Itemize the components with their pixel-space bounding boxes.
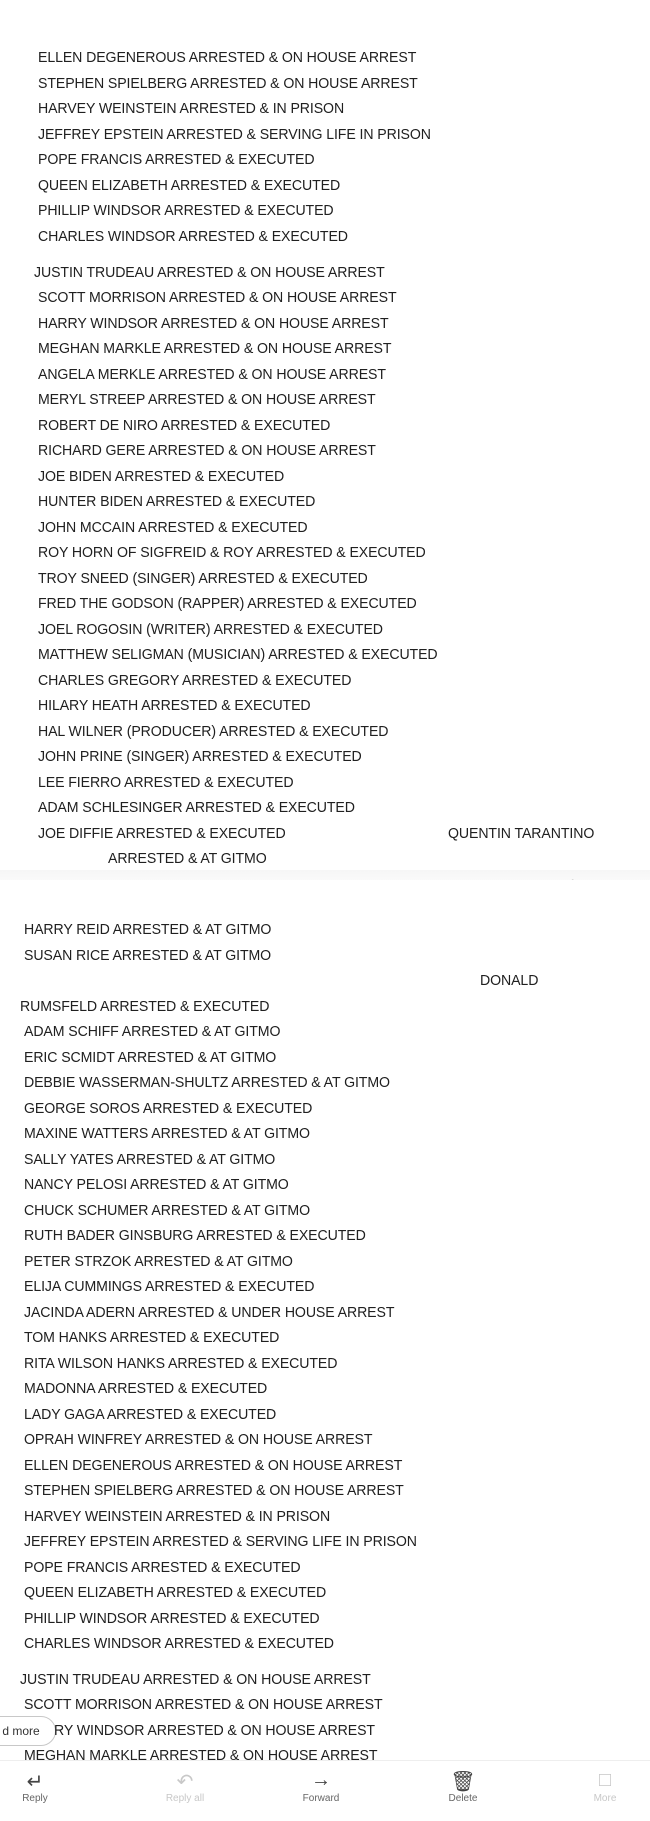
text-line-part2-1: SUSAN RICE ARRESTED & AT GITMO — [24, 947, 272, 964]
text-line-part1-19: ROY HORN OF SIGFREID & ROY ARRESTED & EXECUTED — [38, 544, 426, 561]
text-line-part2-5: ERIC SCMIDT ARRESTED & AT GITMO — [24, 1049, 277, 1066]
text-line-part2-9: SALLY YATES ARRESTED & AT GITMO — [24, 1151, 276, 1168]
text-line-part2-28: CHARLES WINDSOR ARRESTED & EXECUTED — [24, 1635, 334, 1652]
reply-label: Reply — [22, 1793, 48, 1804]
text-line-part1-0: ELLEN DEGENEROUS ARRESTED & ON HOUSE ARREST — [38, 49, 417, 66]
reply-all-icon: ↶ — [176, 1771, 194, 1793]
text-line-part1-31: QUENTIN TARANTINO — [448, 825, 595, 842]
text-line-part1-11: MEGHAN MARKLE ARRESTED & ON HOUSE ARREST — [38, 340, 392, 357]
text-line-part2-21: ELLEN DEGENEROUS ARRESTED & ON HOUSE ARREST — [24, 1457, 403, 1474]
text-line-part2-25: POPE FRANCIS ARRESTED & EXECUTED — [24, 1559, 301, 1576]
text-line-part1-30: JOE DIFFIE ARRESTED & EXECUTED — [38, 825, 286, 842]
text-line-part1-6: PHILLIP WINDSOR ARRESTED & EXECUTED — [38, 202, 334, 219]
text-line-part2-24: JEFFREY EPSTEIN ARRESTED & SERVING LIFE IN PRISON — [24, 1533, 417, 1550]
text-line-part2-17: RITA WILSON HANKS ARRESTED & EXECUTED — [24, 1355, 338, 1372]
text-line-part2-6: DEBBIE WASSERMAN-SHULTZ ARRESTED & AT GITMO — [24, 1074, 390, 1091]
text-line-part1-18: JOHN MCCAIN ARRESTED & EXECUTED — [38, 519, 308, 536]
show-more-button[interactable]: d more — [0, 1716, 56, 1746]
text-line-part2-18: MADONNA ARRESTED & EXECUTED — [24, 1380, 268, 1397]
reply-button[interactable] — [0, 1761, 80, 1821]
text-line-part2-2: DONALD — [480, 972, 539, 989]
forward-button[interactable] — [276, 1761, 366, 1821]
delete-label: Delete — [448, 1793, 478, 1804]
text-line-part1-25: HILARY HEATH ARRESTED & EXECUTED — [38, 697, 311, 714]
text-line-part1-27: JOHN PRINE (SINGER) ARRESTED & EXECUTED — [38, 748, 362, 765]
text-line-part2-8: MAXINE WATTERS ARRESTED & AT GITMO — [24, 1125, 310, 1142]
text-line-part1-22: JOEL ROGOSIN (WRITER) ARRESTED & EXECUTED — [38, 621, 383, 638]
text-line-part2-26: QUEEN ELIZABETH ARRESTED & EXECUTED — [24, 1584, 327, 1601]
text-line-part2-22: STEPHEN SPIELBERG ARRESTED & ON HOUSE ARREST — [24, 1482, 404, 1499]
reply-icon: ↵ — [26, 1771, 44, 1793]
text-line-part2-30: SCOTT MORRISON ARRESTED & ON HOUSE ARREST — [24, 1696, 383, 1713]
trash-icon: 🗑 — [450, 1771, 476, 1793]
text-line-part1-24: CHARLES GREGORY ARRESTED & EXECUTED — [38, 672, 352, 689]
text-line-part1-9: SCOTT MORRISON ARRESTED & ON HOUSE ARREST — [38, 289, 397, 306]
more-actions-button[interactable] — [560, 1761, 650, 1821]
text-line-part1-1: STEPHEN SPIELBERG ARRESTED & ON HOUSE ARREST — [38, 75, 418, 92]
text-line-part2-7: GEORGE SOROS ARRESTED & EXECUTED — [24, 1100, 313, 1117]
text-line-part1-20: TROY SNEED (SINGER) ARRESTED & EXECUTED — [38, 570, 368, 587]
text-line-part2-15: JACINDA ADERN ARRESTED & UNDER HOUSE ARREST — [24, 1304, 395, 1321]
text-line-part2-11: CHUCK SCHUMER ARRESTED & AT GITMO — [24, 1202, 310, 1219]
text-line-part1-13: MERYL STREEP ARRESTED & ON HOUSE ARREST — [38, 391, 376, 408]
text-line-part1-5: QUEEN ELIZABETH ARRESTED & EXECUTED — [38, 177, 341, 194]
text-line-part1-21: FRED THE GODSON (RAPPER) ARRESTED & EXECUTED — [38, 595, 417, 612]
text-line-part1-32: ARRESTED & AT GITMO — [108, 850, 267, 867]
text-line-part1-23: MATTHEW SELIGMAN (MUSICIAN) ARRESTED & EXECUTED — [38, 646, 438, 663]
text-line-part1-17: HUNTER BIDEN ARRESTED & EXECUTED — [38, 493, 316, 510]
text-line-part2-0: HARRY REID ARRESTED & AT GITMO — [24, 921, 272, 938]
reply-all-label: Reply all — [165, 1793, 205, 1804]
text-line-part2-20: OPRAH WINFREY ARRESTED & ON HOUSE ARREST — [24, 1431, 373, 1448]
text-line-part2-19: LADY GAGA ARRESTED & EXECUTED — [24, 1406, 277, 1423]
text-line-part1-29: ADAM SCHLESINGER ARRESTED & EXECUTED — [38, 799, 355, 816]
more-actions-label: More — [593, 1793, 617, 1804]
text-line-part1-2: HARVEY WEINSTEIN ARRESTED & IN PRISON — [38, 100, 345, 117]
text-line-part2-23: HARVEY WEINSTEIN ARRESTED & IN PRISON — [24, 1508, 331, 1525]
delete-button[interactable] — [418, 1761, 508, 1821]
text-line-part2-3: RUMSFELD ARRESTED & EXECUTED — [20, 998, 270, 1015]
text-line-part2-31: RY WINDSOR ARRESTED & ON HOUSE ARREST — [54, 1722, 375, 1739]
text-line-part1-10: HARRY WINDSOR ARRESTED & ON HOUSE ARREST — [38, 315, 389, 332]
text-line-part1-16: JOE BIDEN ARRESTED & EXECUTED — [38, 468, 285, 485]
text-line-part1-15: RICHARD GERE ARRESTED & ON HOUSE ARREST — [38, 442, 376, 459]
reply-all-button[interactable] — [140, 1761, 230, 1821]
forward-icon: → — [311, 1769, 331, 1791]
text-line-part1-26: HAL WILNER (PRODUCER) ARRESTED & EXECUTED — [38, 723, 389, 740]
text-line-part2-14: ELIJA CUMMINGS ARRESTED & EXECUTED — [24, 1278, 315, 1295]
text-line-part1-4: POPE FRANCIS ARRESTED & EXECUTED — [38, 151, 315, 168]
text-line-part1-14: ROBERT DE NIRO ARRESTED & EXECUTED — [38, 417, 331, 434]
text-line-part1-12: ANGELA MERKLE ARRESTED & ON HOUSE ARREST — [38, 366, 386, 383]
message-action-bar — [0, 1760, 650, 1821]
text-line-part2-10: NANCY PELOSI ARRESTED & AT GITMO — [24, 1176, 289, 1193]
text-line-part1-7: CHARLES WINDSOR ARRESTED & EXECUTED — [38, 228, 348, 245]
text-line-part2-13: PETER STRZOK ARRESTED & AT GITMO — [24, 1253, 293, 1270]
text-line-part2-4: ADAM SCHIFF ARRESTED & AT GITMO — [24, 1023, 281, 1040]
text-line-part2-12: RUTH BADER GINSBURG ARRESTED & EXECUTED — [24, 1227, 366, 1244]
text-line-part2-16: TOM HANKS ARRESTED & EXECUTED — [24, 1329, 280, 1346]
text-line-part1-3: JEFFREY EPSTEIN ARRESTED & SERVING LIFE IN PRISON — [38, 126, 431, 143]
forward-label: Forward — [302, 1793, 340, 1804]
text-line-part2-29: JUSTIN TRUDEAU ARRESTED & ON HOUSE ARREST — [20, 1671, 371, 1688]
text-line-part2-27: PHILLIP WINDSOR ARRESTED & EXECUTED — [24, 1610, 320, 1627]
text-line-part1-8: JUSTIN TRUDEAU ARRESTED & ON HOUSE ARREST — [34, 264, 385, 281]
text-line-part2-32: MEGHAN MARKLE ARRESTED & ON HOUSE ARREST — [24, 1747, 378, 1764]
text-line-part1-28: LEE FIERRO ARRESTED & EXECUTED — [38, 774, 294, 791]
book-icon: □ — [598, 1769, 612, 1791]
